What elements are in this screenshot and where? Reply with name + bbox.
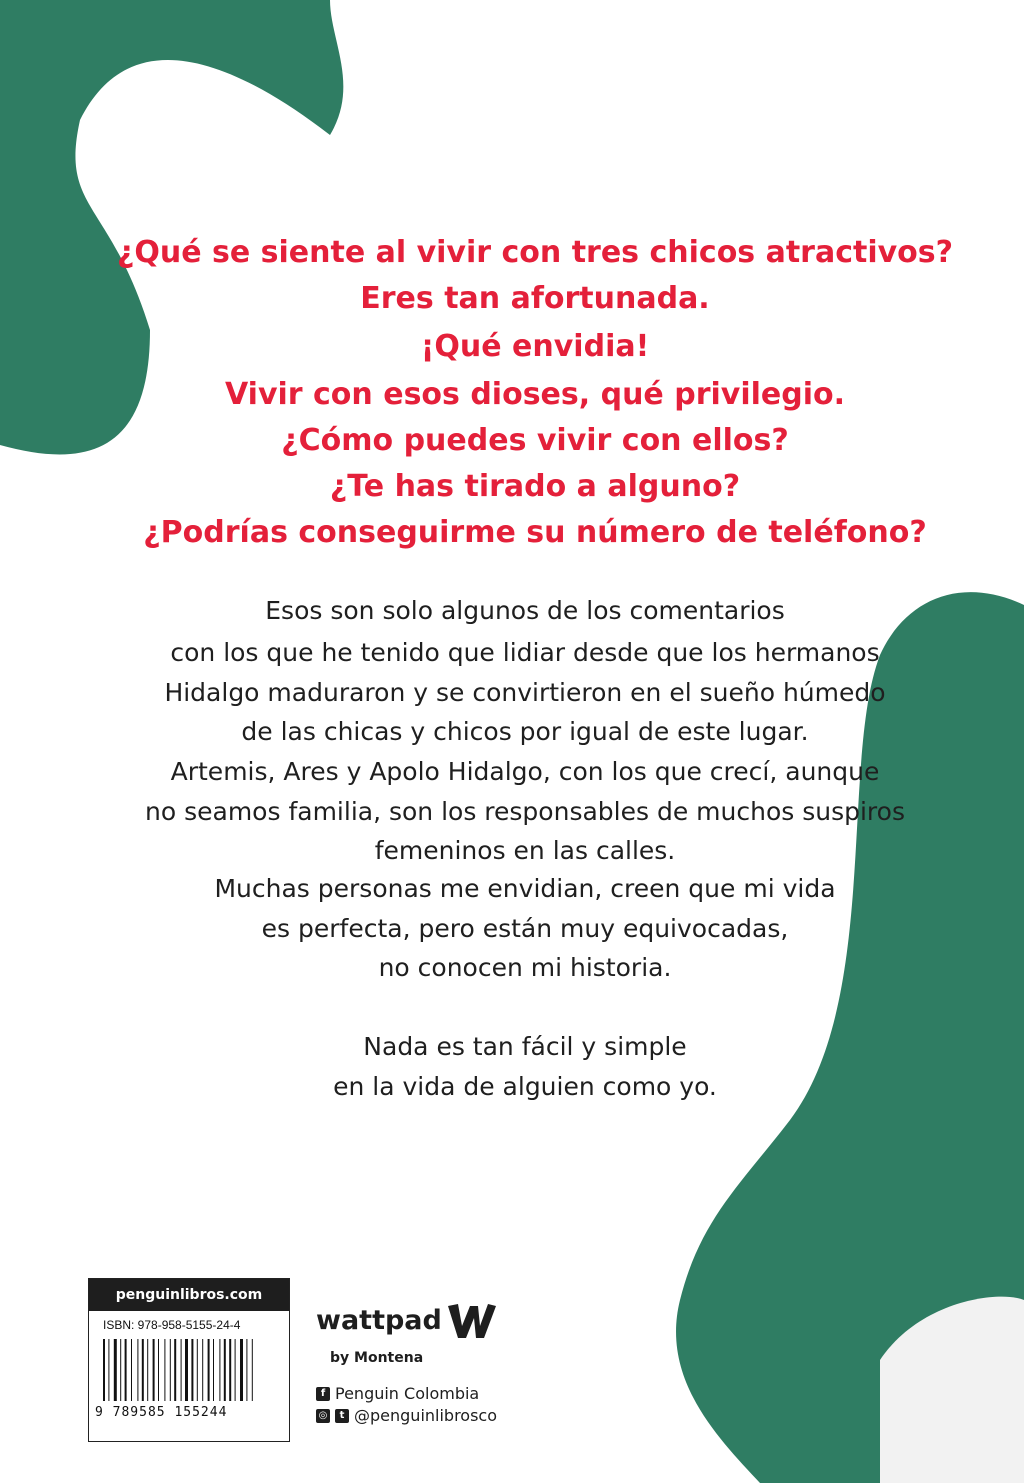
body-line-3: Hidalgo maduraron y se convirtieron en el sueño húmedo (164, 678, 886, 707)
wattpad-logo-icon (446, 1300, 498, 1340)
facebook-label: Penguin Colombia (335, 1384, 480, 1403)
instagram-icon: ◎ (316, 1409, 330, 1423)
body-line-2: con los que he tenido que lidiar desde que los hermanos (170, 638, 880, 667)
barcode-bars (103, 1339, 279, 1401)
instagram-twitter-row (316, 1406, 497, 1425)
body-line-4: de las chicas y chicos por igual de este lugar. (241, 717, 809, 746)
barcode-digits: 9 789585 155244 (95, 1405, 228, 1420)
publisher-url: penguinlibros.com (89, 1279, 289, 1311)
body-line-5: Artemis, Ares y Apolo Hidalgo, con los que crecí, aunque (170, 757, 880, 786)
headline-line-5: ¿Cómo puedes vivir con ellos? (281, 423, 789, 458)
body-line-1: Esos son solo algunos de los comentarios (265, 596, 785, 625)
headline-line-2: Eres tan afortunada. (360, 281, 710, 316)
headline-line-4: Vivir con esos dioses, qué privilegio. (224, 377, 846, 412)
headline-line-6: ¿Te has tirado a alguno? (329, 469, 741, 504)
body-line-6: no seamos familia, son los responsables de muchos suspiros (145, 797, 905, 826)
facebook-row (316, 1384, 479, 1403)
body-line-10: no conocen mi historia. (378, 953, 672, 982)
body-line-9: es perfecta, pero están muy equivocadas, (261, 914, 789, 943)
isbn-text: ISBN: 978-958-5155-24-4 (103, 1318, 241, 1332)
headline-line-7: ¿Podrías conseguirme su número de teléfono? (143, 515, 927, 550)
twitter-icon: t (335, 1409, 349, 1423)
barcode-box (88, 1278, 290, 1442)
closing-line-2: en la vida de alguien como yo. (333, 1072, 717, 1101)
body-line-8: Muchas personas me envidian, creen que mi vida (214, 874, 836, 903)
headline-line-1: ¿Qué se siente al vivir con tres chicos atractivos? (116, 235, 954, 270)
closing-line-1: Nada es tan fácil y simple (363, 1032, 687, 1061)
social-handle: @penguinlibrosco (354, 1406, 498, 1425)
by-montena-label: by Montena (330, 1350, 424, 1366)
facebook-icon: f (316, 1387, 330, 1401)
headline-line-3: ¡Qué envidia! (420, 329, 650, 364)
wattpad-wordmark: wattpad (316, 1305, 442, 1336)
body-line-7: femeninos en las calles. (374, 836, 676, 865)
